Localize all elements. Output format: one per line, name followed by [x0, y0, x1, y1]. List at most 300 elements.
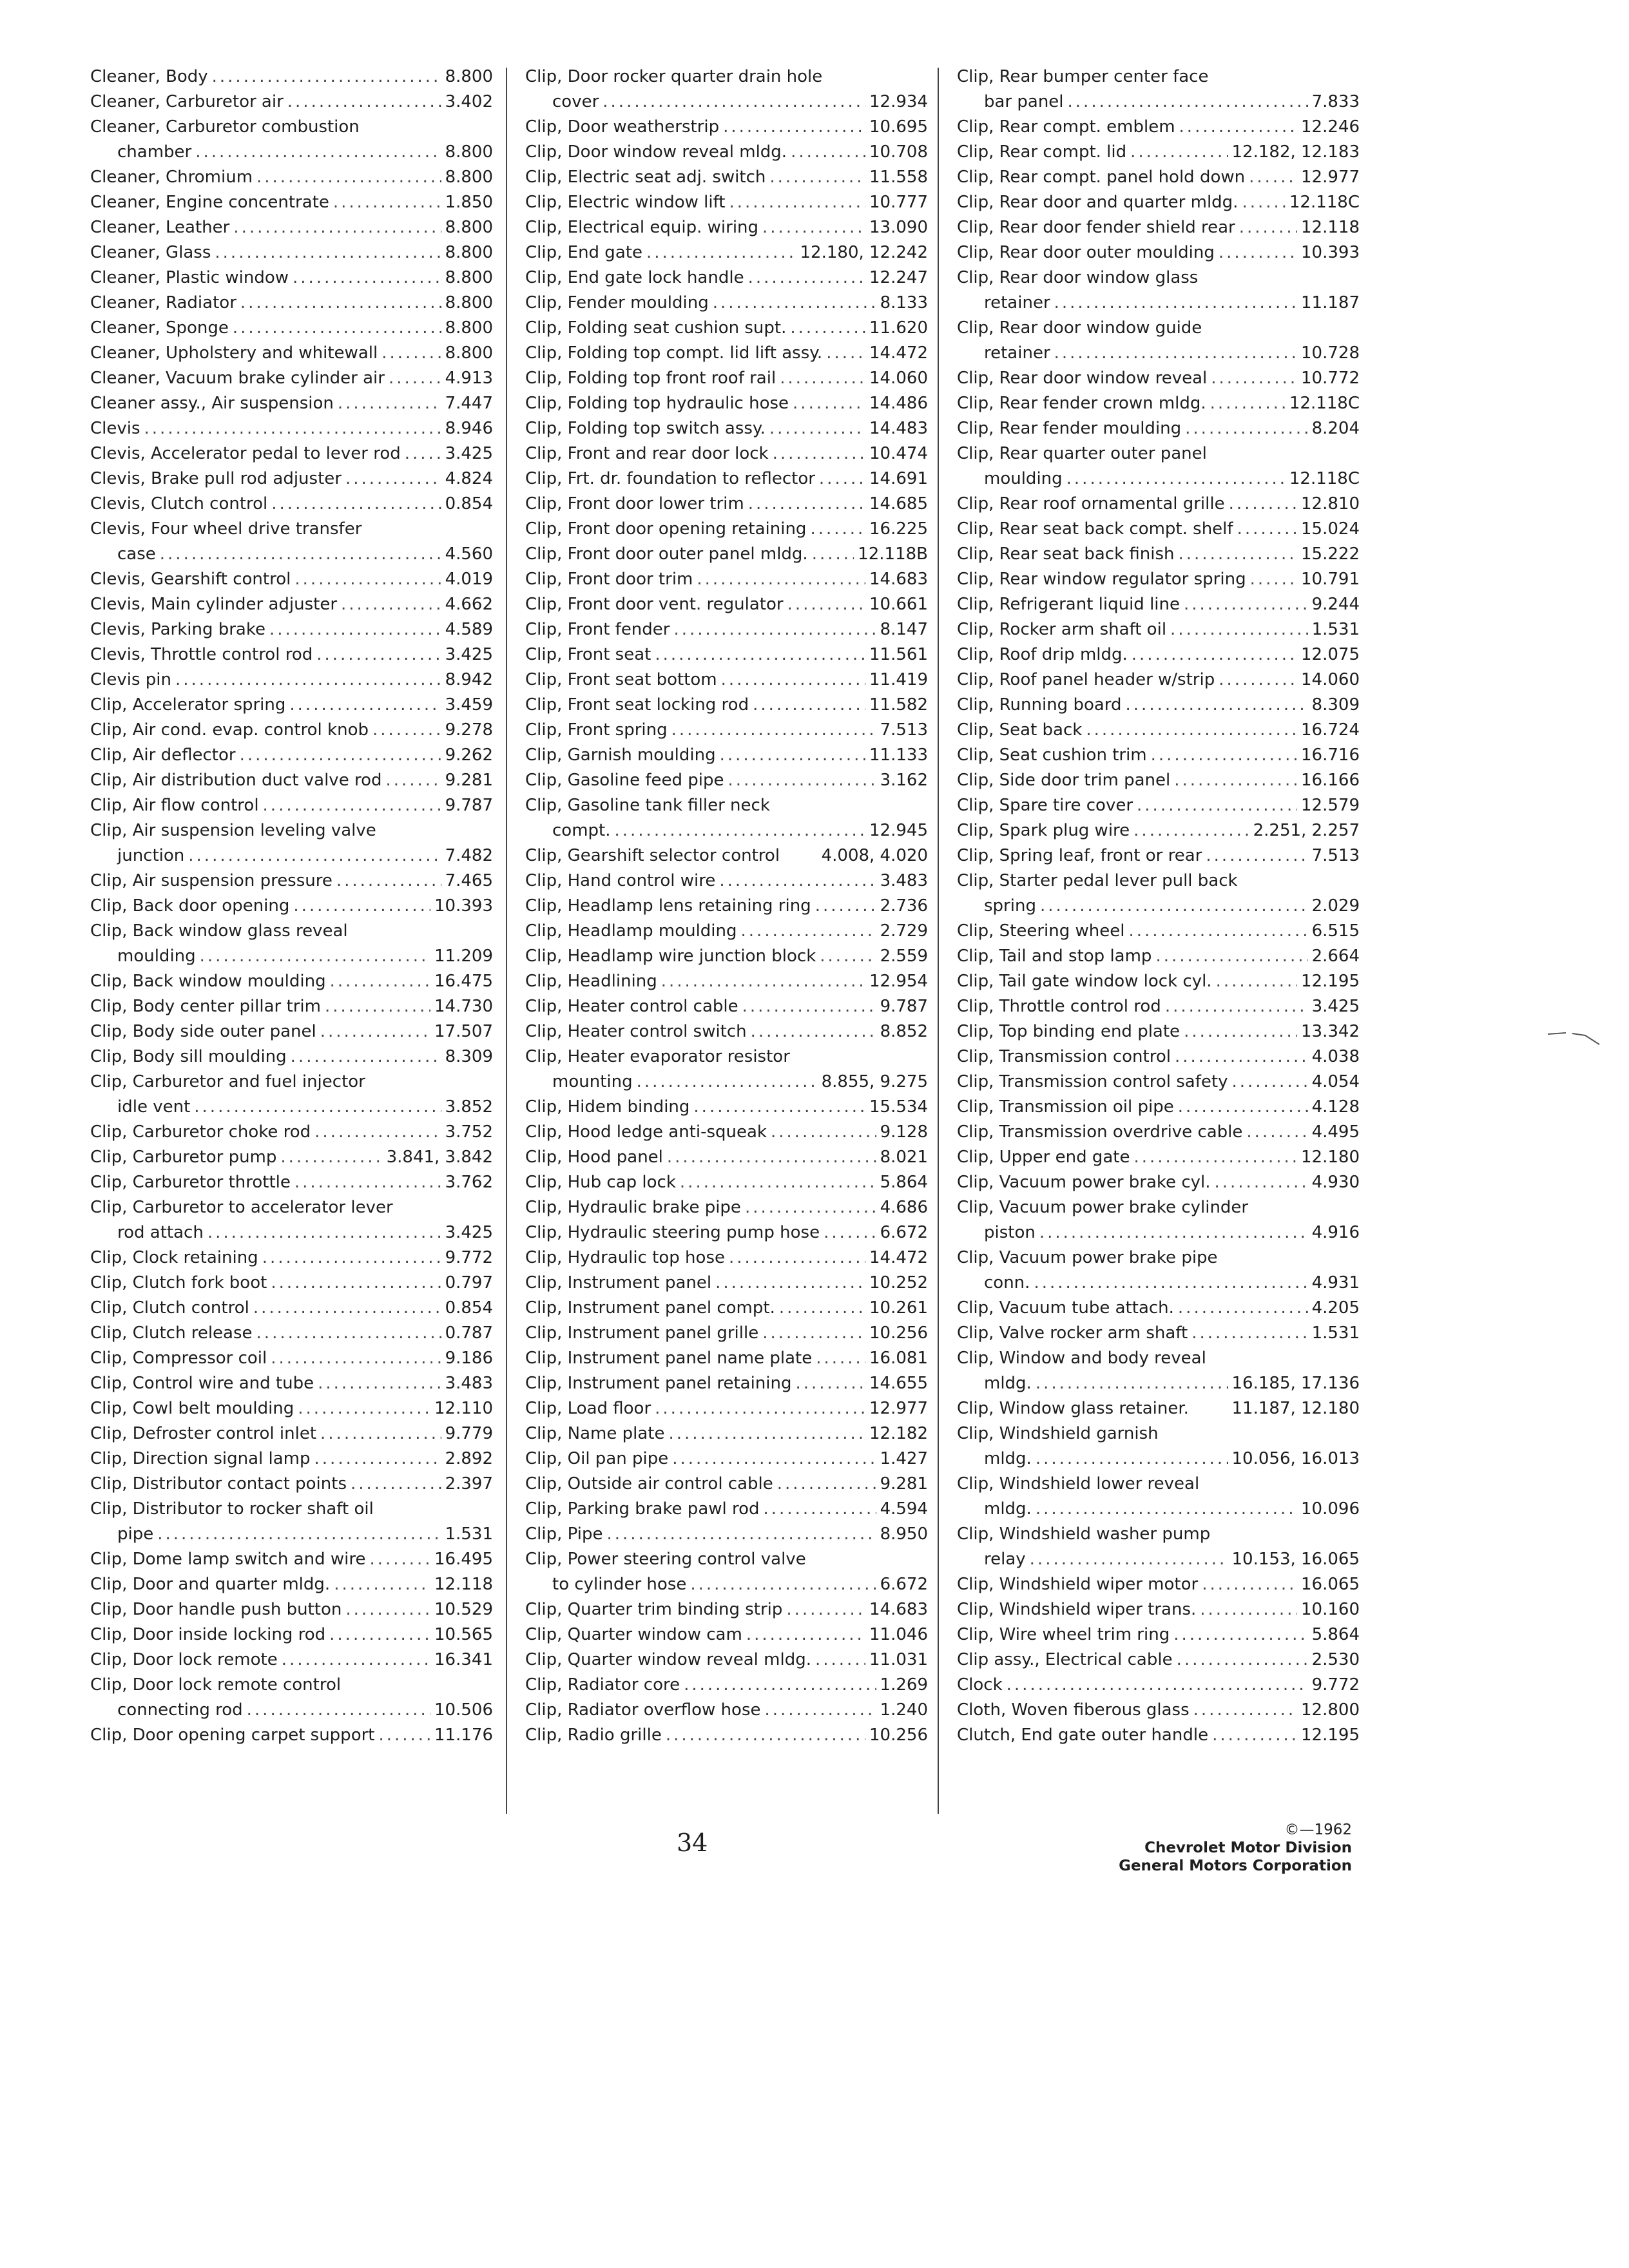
entry-label: mldg. — [984, 1374, 1032, 1393]
entry-label: to cylinder hose — [552, 1575, 687, 1594]
entry-label: Clip, Vacuum power brake cyl. — [957, 1173, 1211, 1192]
dot-leader — [1212, 1723, 1297, 1748]
entry-heading: Clip, Carburetor and fuel injector — [90, 1072, 365, 1091]
index-entry — [525, 1698, 928, 1723]
dot-leader — [298, 1396, 430, 1421]
index-entry — [525, 341, 928, 366]
entry-label: Clip, Hood panel — [525, 1148, 663, 1167]
index-entry — [525, 316, 928, 341]
index-entry — [90, 517, 493, 567]
page-reference: 14.683 — [869, 570, 928, 589]
page-reference: 9.779 — [445, 1424, 493, 1443]
entry-label: Clip, Throttle control rod — [957, 997, 1161, 1016]
page-reference: 12.195 — [1301, 972, 1360, 991]
page-reference: 15.534 — [869, 1097, 928, 1117]
page-reference: 8.147 — [880, 620, 928, 639]
dot-leader — [271, 492, 441, 517]
entry-label: Clip, Air cond. evap. control knob — [90, 720, 369, 740]
entry-heading: Clip, Starter pedal lever pull back — [957, 871, 1238, 890]
dot-leader — [1184, 592, 1308, 617]
page-reference: 5.864 — [1311, 1625, 1360, 1644]
entry-label: Clip, Back window moulding — [90, 972, 326, 991]
page-reference: 2.397 — [445, 1474, 493, 1494]
entry-label: Clip, Folding top front roof rail — [525, 369, 776, 388]
entry-label: Clip, Air deflector — [90, 745, 236, 765]
entry-label: Clip, Spring leaf, front or rear — [957, 846, 1202, 865]
entry-label: Clip, Folding top compt. lid lift assy. — [525, 343, 823, 363]
index-entry — [90, 1070, 493, 1120]
entry-label: Clip, Hub cap lock — [525, 1173, 676, 1192]
dot-leader — [341, 592, 441, 617]
index-entry — [957, 190, 1360, 215]
entry-label: Clip, Windshield wiper motor — [957, 1575, 1199, 1594]
dot-leader — [713, 291, 876, 316]
entry-label: Clip, Transmission oil pipe — [957, 1097, 1174, 1117]
entry-label: mldg. — [984, 1449, 1032, 1468]
dot-leader — [791, 140, 865, 165]
page-reference: 4.589 — [445, 620, 493, 639]
dot-leader — [723, 115, 865, 140]
entry-label: Clip, Window glass retainer. — [957, 1399, 1189, 1418]
page-reference: 14.730 — [434, 997, 493, 1016]
entry-label: Clevis, Clutch control — [90, 494, 268, 514]
page-reference: 2.664 — [1311, 947, 1360, 966]
dot-leader — [1210, 391, 1286, 416]
entry-label: Clip, Spark plug wire — [957, 821, 1130, 840]
index-entry — [525, 768, 928, 793]
entry-label: Clip, Air suspension pressure — [90, 871, 333, 890]
entry-label: Clip, Garnish moulding — [525, 745, 716, 765]
page-reference: 12.075 — [1301, 645, 1360, 664]
dot-leader — [1178, 1095, 1308, 1120]
index-entry — [957, 542, 1360, 567]
entry-label: Clip, Roof drip mldg. — [957, 645, 1128, 664]
page-reference: 0.854 — [445, 494, 493, 514]
entry-label: Clip, Instrument panel — [525, 1273, 712, 1293]
entry-label: Clip, Roof panel header w/strip — [957, 670, 1215, 689]
entry-label: Clip, Front door opening retaining — [525, 519, 807, 539]
index-entry — [957, 793, 1360, 818]
page-reference: 1.240 — [880, 1700, 928, 1720]
page-reference: 8.800 — [445, 168, 493, 187]
entry-label: Clevis, Accelerator pedal to lever rod — [90, 444, 401, 463]
dot-leader — [793, 391, 865, 416]
dot-leader — [314, 1446, 441, 1472]
dot-leader — [748, 265, 865, 291]
entry-label: Clip, Instrument panel compt. — [525, 1298, 775, 1318]
entry-label: connecting rod — [117, 1700, 243, 1720]
entry-label: Clip, Clock retaining — [90, 1248, 258, 1267]
page-reference: 11.209 — [434, 947, 493, 966]
entry-heading: Clevis, Four wheel drive transfer — [90, 519, 362, 539]
dot-leader — [769, 165, 865, 190]
entry-label: Clip, Rear fender moulding — [957, 419, 1182, 438]
dot-leader — [816, 1346, 865, 1371]
entry-label: Clip, Headlining — [525, 972, 657, 991]
dot-leader — [329, 1622, 430, 1648]
page-reference: 4.662 — [445, 595, 493, 614]
page-reference: 16.716 — [1301, 745, 1360, 765]
dot-leader — [672, 1446, 876, 1472]
index-entry — [525, 1497, 928, 1522]
page-reference: 8.800 — [445, 218, 493, 237]
dot-leader — [1034, 1271, 1307, 1296]
page-reference: 7.482 — [445, 846, 493, 865]
index-entry — [525, 291, 928, 316]
page-reference: 12.195 — [1301, 1725, 1360, 1745]
page-reference: 16.475 — [434, 972, 493, 991]
entry-label: Clip, Hidem binding — [525, 1097, 690, 1117]
entry-heading: Clip, Door lock remote control — [90, 1675, 342, 1695]
page-reference: 16.185, 17.136 — [1231, 1374, 1360, 1393]
dot-leader — [320, 1019, 430, 1044]
dot-leader — [1242, 190, 1285, 215]
dot-leader — [765, 1698, 876, 1723]
page-reference: 3.425 — [445, 645, 493, 664]
dot-leader — [671, 718, 876, 743]
page-reference: 3.425 — [445, 444, 493, 463]
index-entry — [957, 1120, 1360, 1145]
page-reference: 9.787 — [880, 997, 928, 1016]
index-entry — [957, 366, 1360, 391]
entry-label: compt. — [552, 821, 611, 840]
page-reference: 8.852 — [880, 1022, 928, 1041]
index-entry — [957, 1572, 1360, 1597]
dot-leader — [824, 1220, 876, 1245]
entry-label: Clip, Instrument panel retaining — [525, 1374, 792, 1393]
dot-leader — [751, 1019, 876, 1044]
entry-label: Clip, Carburetor choke rod — [90, 1122, 311, 1142]
dot-leader — [777, 1472, 876, 1497]
dot-leader — [256, 1321, 441, 1346]
entry-label: Clip, Hydraulic top hose — [525, 1248, 725, 1267]
index-entry — [525, 140, 928, 165]
entry-label: retainer — [984, 293, 1050, 312]
page-reference: 3.459 — [445, 695, 493, 715]
dot-leader — [748, 492, 865, 517]
entry-label: Clip, Radio grille — [525, 1725, 662, 1745]
page-reference: 14.472 — [869, 1248, 928, 1267]
dot-leader — [1173, 1622, 1307, 1648]
entry-label: spring — [984, 896, 1036, 916]
dot-leader — [1191, 1321, 1307, 1346]
entry-label: Clevis, Throttle control rod — [90, 645, 313, 664]
index-entry — [525, 1723, 928, 1748]
index-entry — [90, 869, 493, 894]
page-reference: 9.186 — [445, 1349, 493, 1368]
page-reference: 16.225 — [869, 519, 928, 539]
entry-heading: Clip, Power steering control valve — [525, 1550, 806, 1569]
entry-label: Clip, Fender moulding — [525, 293, 709, 312]
dot-leader — [1132, 642, 1297, 668]
index-entry — [957, 969, 1360, 994]
page-reference: 11.620 — [869, 318, 928, 338]
index-entry — [90, 793, 493, 818]
index-entry — [957, 416, 1360, 441]
index-entry — [957, 492, 1360, 517]
index-entry — [525, 165, 928, 190]
publisher-division: Chevrolet Motor Division — [1144, 1840, 1352, 1856]
entry-heading: Clip, Air suspension leveling valve — [90, 821, 376, 840]
entry-label: Cleaner, Upholstery and whitewall — [90, 343, 378, 363]
page-reference: 2.892 — [445, 1449, 493, 1468]
entry-label: Clip, Front seat locking rod — [525, 695, 749, 715]
page-reference: 16.166 — [1301, 771, 1360, 790]
entry-heading: Clip, Distributor to rocker shaft oil — [90, 1499, 374, 1519]
dot-leader — [819, 466, 865, 492]
index-entry — [525, 265, 928, 291]
entry-label: piston — [984, 1223, 1036, 1242]
dot-leader — [771, 1120, 876, 1145]
dot-leader — [780, 366, 865, 391]
entry-label: Clip, Transmission control safety — [957, 1072, 1228, 1091]
index-entry — [957, 1723, 1360, 1748]
page-reference: 1.427 — [880, 1449, 928, 1468]
page-reference: 1.531 — [445, 1524, 493, 1544]
dot-leader — [753, 693, 865, 718]
entry-label: Clip, Valve rocker arm shaft — [957, 1323, 1188, 1343]
page-reference: 3.162 — [880, 771, 928, 790]
index-entry — [525, 843, 928, 869]
index-entry — [525, 1245, 928, 1271]
entry-label: moulding — [984, 469, 1063, 488]
dot-leader — [1200, 1597, 1297, 1622]
index-entry — [957, 768, 1360, 793]
index-entry — [525, 1371, 928, 1396]
dot-leader — [1133, 818, 1249, 843]
dot-leader — [745, 1195, 876, 1220]
page-reference: 14.483 — [869, 419, 928, 438]
index-entry — [90, 1723, 493, 1748]
entry-label: Clip, Compressor coil — [90, 1349, 267, 1368]
page-reference: 10.160 — [1301, 1600, 1360, 1619]
index-entry — [525, 1472, 928, 1497]
page-reference: 3.425 — [445, 1223, 493, 1242]
dot-leader — [175, 668, 441, 693]
index-entry — [525, 693, 928, 718]
entry-label: rod attach — [117, 1223, 204, 1242]
dot-leader — [1175, 1044, 1308, 1070]
index-entry — [525, 969, 928, 994]
dot-leader — [790, 316, 865, 341]
dot-leader — [405, 441, 441, 466]
index-entry — [525, 1120, 928, 1145]
index-entry — [525, 793, 928, 843]
index-entry — [90, 1245, 493, 1271]
entry-label: Clip, Electric window lift — [525, 193, 726, 212]
entry-label: Cleaner, Sponge — [90, 318, 229, 338]
dot-leader — [1036, 1446, 1228, 1472]
dot-leader — [207, 1220, 441, 1245]
dot-leader — [271, 1346, 441, 1371]
page-reference: 7.833 — [1311, 92, 1360, 111]
page-reference: 4.594 — [880, 1499, 928, 1519]
index-entry — [90, 1472, 493, 1497]
index-entry — [957, 1622, 1360, 1648]
page-reference: 11.558 — [869, 168, 928, 187]
entry-label: Clip, Folding top hydraulic hose — [525, 394, 789, 413]
index-entry — [90, 668, 493, 693]
page-reference: 12.118C — [1289, 469, 1360, 488]
page-reference: 12.945 — [869, 821, 928, 840]
page-reference: 9.281 — [445, 771, 493, 790]
page-reference: 5.864 — [880, 1173, 928, 1192]
index-entry — [957, 1472, 1360, 1522]
page-reference: 11.187, 12.180 — [1231, 1399, 1360, 1418]
index-entry — [525, 944, 928, 969]
page-reference: 10.708 — [869, 142, 928, 162]
dot-leader — [1040, 894, 1308, 919]
entry-label: Clip, Rear fender crown mldg. — [957, 394, 1206, 413]
entry-label: relay — [984, 1550, 1026, 1569]
dot-leader — [1219, 668, 1297, 693]
dot-leader — [1177, 1648, 1308, 1673]
page-reference: 16.065 — [1301, 1575, 1360, 1594]
entry-label: Clip, Rear window regulator spring — [957, 570, 1246, 589]
dot-leader — [684, 1673, 876, 1698]
index-entry — [957, 1597, 1360, 1622]
page-reference: 4.916 — [1311, 1223, 1360, 1242]
entry-label: Clip, Door opening carpet support — [90, 1725, 375, 1745]
page-reference: 4.560 — [445, 544, 493, 564]
entry-label: Cleaner, Radiator — [90, 293, 236, 312]
dot-leader — [637, 1070, 818, 1095]
entry-label: mldg. — [984, 1499, 1032, 1519]
index-entry — [90, 1019, 493, 1044]
index-entry — [525, 894, 928, 919]
entry-label: Clip, Hydraulic brake pipe — [525, 1198, 741, 1217]
dot-leader — [289, 693, 441, 718]
index-entry — [525, 1044, 928, 1095]
index-entry — [525, 492, 928, 517]
entry-label: Clip, Quarter window cam — [525, 1625, 742, 1644]
entry-label: Clip, Front spring — [525, 720, 668, 740]
index-entry — [957, 140, 1360, 165]
entry-label: Clip, Door weatherstrip — [525, 117, 720, 137]
page-reference: 4.824 — [445, 469, 493, 488]
index-entry — [525, 567, 928, 592]
index-entry — [90, 1170, 493, 1195]
entry-label: Clevis pin — [90, 670, 172, 689]
index-entry — [957, 592, 1360, 617]
dot-leader — [1216, 969, 1297, 994]
dot-leader — [160, 542, 441, 567]
entry-heading: Clip, Rear bumper center face — [957, 67, 1209, 86]
index-column-3 — [957, 64, 1360, 1748]
index-entry — [90, 919, 493, 969]
entry-label: Clip, Headlamp wire junction block — [525, 947, 816, 966]
dot-leader — [1202, 1572, 1297, 1597]
entry-label: Clip, Instrument panel grille — [525, 1323, 759, 1343]
dot-leader — [1126, 693, 1308, 718]
page-reference: 9.772 — [445, 1248, 493, 1267]
index-entry — [90, 1547, 493, 1572]
dot-leader — [195, 140, 441, 165]
dot-leader — [810, 517, 865, 542]
page-reference: 10.695 — [869, 117, 928, 137]
index-entry — [90, 642, 493, 668]
entry-label: Clip, Headlamp moulding — [525, 921, 737, 941]
page-reference: 2.559 — [880, 947, 928, 966]
dot-leader — [294, 567, 441, 592]
index-entry — [90, 567, 493, 592]
dot-leader — [271, 1271, 441, 1296]
page-reference: 11.419 — [869, 670, 928, 689]
entry-label: Clip, Hydraulic steering pump hose — [525, 1223, 820, 1242]
index-entry — [90, 1044, 493, 1070]
index-entry — [525, 366, 928, 391]
dot-leader — [1193, 1698, 1297, 1723]
index-entry — [525, 642, 928, 668]
index-entry — [957, 642, 1360, 668]
index-entry — [957, 1321, 1360, 1346]
dot-leader — [293, 894, 430, 919]
index-entry — [525, 1271, 928, 1296]
index-entry — [90, 240, 493, 265]
index-entry — [525, 1597, 928, 1622]
dot-leader — [820, 944, 876, 969]
dot-leader — [787, 592, 865, 617]
page-reference: 11.133 — [869, 745, 928, 765]
entry-label: Clip, Carburetor pump — [90, 1148, 277, 1167]
page-reference: 2.736 — [880, 896, 928, 916]
page-reference: 4.128 — [1311, 1097, 1360, 1117]
index-entry — [957, 843, 1360, 869]
index-entry — [90, 743, 493, 768]
page-reference: 7.465 — [445, 871, 493, 890]
entry-heading: Clip, Window and body reveal — [957, 1349, 1206, 1368]
page-reference: 9.787 — [445, 796, 493, 815]
page-reference: 1.531 — [1311, 620, 1360, 639]
entry-label: Clip, Rear door fender shield rear — [957, 218, 1235, 237]
dot-leader — [1036, 1371, 1228, 1396]
index-entry — [957, 1296, 1360, 1321]
dot-leader — [263, 793, 441, 818]
dot-leader — [815, 894, 876, 919]
entry-label: Clip, End gate lock handle — [525, 268, 744, 287]
dot-leader — [1030, 1547, 1228, 1572]
dot-leader — [247, 1698, 430, 1723]
entry-label: conn. — [984, 1273, 1030, 1293]
page-reference: 16.495 — [434, 1550, 493, 1569]
entry-label: Clip, Rear seat back finish — [957, 544, 1175, 564]
index-entry — [90, 190, 493, 215]
page-reference: 9.244 — [1311, 595, 1360, 614]
page-reference: 2.530 — [1311, 1650, 1360, 1669]
entry-label: Clock — [957, 1675, 1003, 1695]
index-column-1 — [90, 64, 493, 1748]
index-entry — [957, 1245, 1360, 1296]
dot-leader — [1054, 291, 1297, 316]
index-entry — [525, 190, 928, 215]
entry-label: chamber — [117, 142, 192, 162]
index-entry — [90, 818, 493, 869]
dot-leader — [1151, 743, 1297, 768]
page-reference: 6.515 — [1311, 921, 1360, 941]
dot-leader — [320, 1421, 441, 1446]
dot-leader — [1211, 366, 1297, 391]
index-entry — [957, 115, 1360, 140]
index-entry — [90, 1497, 493, 1547]
dot-leader — [240, 743, 441, 768]
dot-leader — [1229, 492, 1297, 517]
index-entry — [525, 391, 928, 416]
index-entry — [525, 668, 928, 693]
index-entry — [957, 668, 1360, 693]
dot-leader — [1206, 843, 1307, 869]
copyright-block — [1119, 1821, 1352, 1875]
index-entry — [90, 1371, 493, 1396]
